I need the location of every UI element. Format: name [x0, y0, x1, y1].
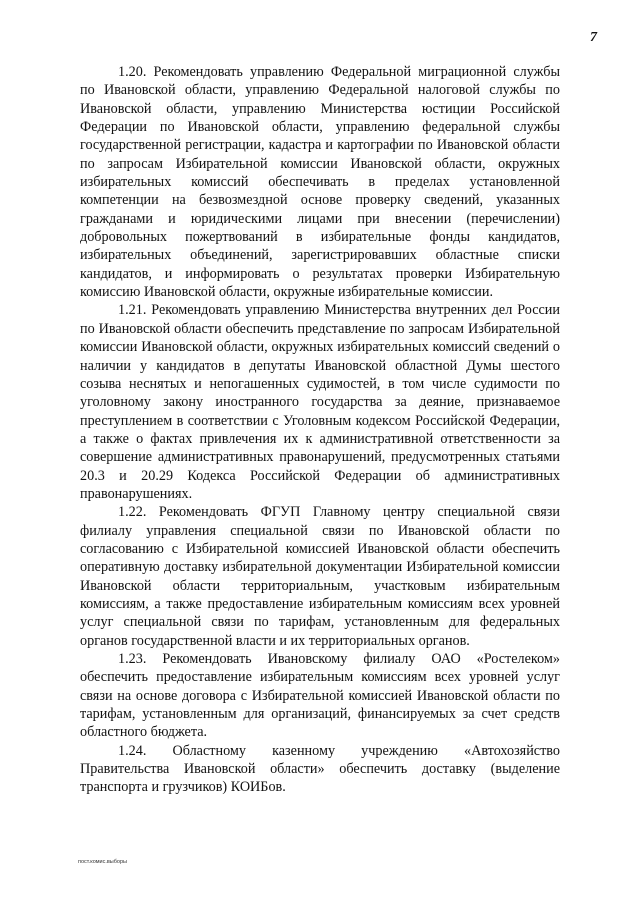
- paragraph-1-20: 1.20. Рекомендовать управлению Федеральной миграционной службы по Ивановской области, управлению Федеральной налоговой службы по Ивановской области, управлению Министерства юстиции Российской Федерации по Ивановской области, управлению федеральной службы государственной регистрации, кадастра и картографии по Ивановской области по запросам Избирательной комиссии Ивановской области, окружных избирательных комиссий обеспечивать в пределах установленной компетенции на безвозмездной основе проверку сведений, указанных гражданами и юридическими лицами при внесении (перечислении) добровольных пожертвований в избирательные фонды кандидатов, избирательных объединений, зарегистрировавших областные списки кандидатов, и информировать о результатах проверки Избирательную комиссию Ивановской области, окружные избирательные комиссии.: [80, 64, 560, 301]
- paragraph-1-21: 1.21. Рекомендовать управлению Министерства внутренних дел России по Ивановской области обеспечить представление по запросам Избирательной комиссии Ивановской области, окружных избирательных комиссий сведений о наличии у кандидатов в депутаты Ивановской областной Думы шестого созыва неснятых и непогашенных судимостей, в том числе судимости по уголовному закону иностранного государства за деяние, признаваемое преступлением в соответствии с Уголовным кодексом Российской Федерации, а также о фактах привлечения их к административной ответственности за совершение административных правонарушений, предусмотренных статьями 20.3 и 20.29 Кодекса Российской Федерации об административных правонарушениях.: [80, 302, 560, 502]
- document-body: [80, 63, 560, 797]
- footer-file-label: пост.комис.выборы: [78, 859, 127, 865]
- paragraph-1-22: 1.22. Рекомендовать ФГУП Главному центру специальной связи филиалу управления специальной связи по Ивановской области по согласованию с Избирательной комиссией Ивановской области обеспечить оперативную доставку избирательной документации Избирательной комиссии Ивановской области территориальным, участковым избирательным комиссиям, а также предоставление избирательным комиссиям всех уровней услуг специальной связи по тарифам, установленным для федеральных органов государственной власти и их территориальных органов.: [80, 504, 560, 649]
- paragraph-1-24: 1.24. Областному казенному учреждению «Автохозяйство Правительства Ивановской области» обеспечить доставку (выделение транспорта и грузчиков) КОИБов.: [80, 742, 560, 796]
- paragraph-1-23: 1.23. Рекомендовать Ивановскому филиалу ОАО «Ростелеком» обеспечить предоставление избирательным комиссиям всех уровней услуг связи на основе договора с Избирательной комиссией Ивановской области по тарифам, установленным для организаций, финансируемых за счет средств областного бюджета.: [80, 651, 560, 741]
- page-number: 7: [590, 30, 597, 45]
